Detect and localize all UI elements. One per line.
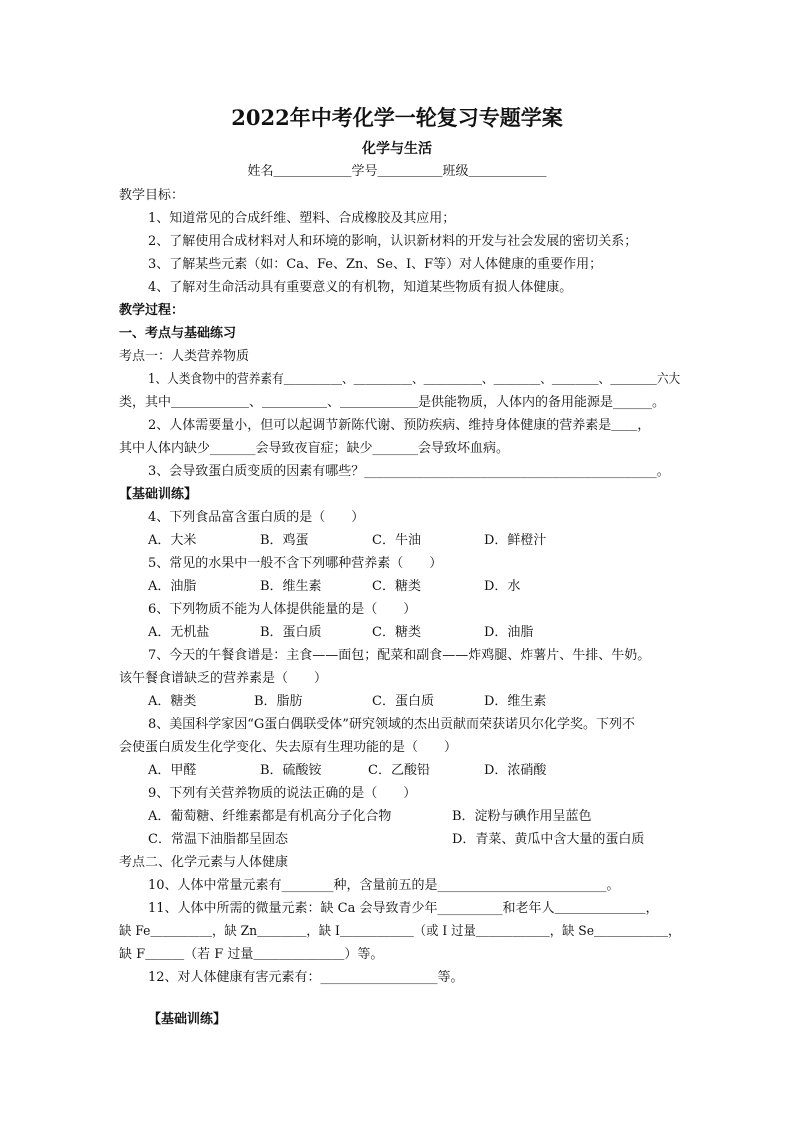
objective-item: 1、知道常见的合成纤维、塑料、合成橡胶及其应用； (148, 211, 456, 226)
objective-item: 4、了解对生命活动具有重要意义的有机物，知道某些物质有损人体健康。 (148, 280, 573, 295)
training-heading: 【基础训练】 (148, 1012, 227, 1027)
option-a: A．大米 (148, 533, 197, 548)
option-d: D．浓硝酸 (484, 763, 547, 778)
question-line: 10、人体中常量元素有________种，含量前五的是__________________________。 (148, 878, 620, 893)
question-stem: 6、下列物质不能为人体提供能量的是（ ） (148, 602, 417, 617)
objective-item: 2、了解使用合成材料对人和环境的影响，认识新材料的开发与社会发展的密切关系； (148, 234, 638, 249)
document-title: 2022年中考化学一轮复习专题学案 (231, 105, 563, 130)
question-line: 1、人类食物中的营养素有＿＿＿＿＿、＿＿＿＿＿、＿＿＿＿＿、＿＿＿＿、＿＿＿＿、＿＿＿＿六大 (148, 372, 681, 387)
student-info-line: 姓名＿＿＿＿＿＿学号＿＿＿＿＿班级＿＿＿＿＿＿ (247, 164, 547, 179)
kaodian-heading: 考点二、化学元素与人体健康 (119, 855, 289, 870)
document-subtitle: 化学与生活 (362, 141, 432, 157)
option-a: A．油脂 (148, 579, 197, 594)
objectives-heading: 教学目标： (119, 188, 185, 203)
section-heading: 一、考点与基础练习 (119, 326, 237, 341)
question-line: 类，其中＿＿＿＿＿＿、＿＿＿＿＿、＿＿＿＿＿＿是供能物质，人体内的备用能源是______。 (119, 395, 666, 410)
option-c: C．乙酸铅 (368, 763, 430, 778)
question-line: 3、会导致蛋白质变质的因素有哪些？_____________________________________________。 (148, 464, 670, 479)
option-a: A．无机盐 (148, 625, 210, 640)
option-d: D．青菜、黄瓜中含大量的蛋白质 (452, 832, 645, 847)
option-c: C．糖类 (372, 625, 421, 640)
option-d: D．水 (484, 579, 521, 594)
option-d: D．鲜橙汁 (484, 533, 547, 548)
option-b: B．维生素 (260, 579, 322, 594)
option-b: B．硫酸铵 (260, 763, 322, 778)
option-d: D．维生素 (484, 694, 547, 709)
option-b: B．淀粉与碘作用呈蓝色 (452, 809, 592, 824)
question-line: 缺 Fe＿＿＿＿＿，缺 Zn＿＿＿＿，缺 I＿＿＿＿＿＿（或 I 过量＿＿＿＿＿＿，缺 Se＿＿＿＿＿＿， (119, 924, 681, 939)
option-a: A．甲醛 (148, 763, 197, 778)
question-line: 该午餐食谱缺乏的营养素是（ ） (119, 671, 328, 686)
option-c: C．常温下油脂都呈固态 (148, 832, 288, 847)
option-c: C．牛油 (372, 533, 421, 548)
training-heading: 【基础训练】 (119, 487, 198, 502)
option-c: C．蛋白质 (372, 694, 434, 709)
question-line: 缺 F＿＿＿（若 F 过量＿＿＿＿＿＿＿）等。 (119, 947, 384, 962)
option-a: A．糖类 (148, 694, 197, 709)
option-b: B．脂肪 (254, 694, 303, 709)
option-d: D．油脂 (484, 625, 534, 640)
option-a: A．葡萄糖、纤维素都是有机高分子化合物 (148, 809, 392, 824)
question-line: 2、人体需要量小，但可以起调节新陈代谢、预防疾病、维持身体健康的营养素是＿＿， (148, 418, 651, 433)
question-stem: 4、下列食品富含蛋白质的是（ ） (148, 510, 365, 525)
option-b: B．鸡蛋 (260, 533, 309, 548)
question-line: 会使蛋白质发生化学变化、失去原有生理功能的是（ ） (119, 740, 458, 755)
question-line: 7、今天的午餐食谱是：主食——面包；配菜和副食——炸鸡腿、炸薯片、牛排、牛奶。 (148, 648, 651, 663)
question-stem: 5、常见的水果中一般不含下列哪种营养素（ ） (148, 556, 443, 571)
option-b: B．蛋白质 (260, 625, 322, 640)
question-line: 8、美国科学家因“G蛋白偶联受体”研究领域的杰出贡献而荣获诺贝尔化学奖。下列不 (148, 717, 635, 732)
question-line: 其中人体内缺少_______会导致夜盲症；缺少_______会导致坏血病。 (119, 441, 510, 456)
kaodian-heading: 考点一：人类营养物质 (119, 349, 250, 364)
objective-item: 3、了解某些元素（如：Ca、Fe、Zn、Se、I、F等）对人体健康的重要作用； (148, 257, 603, 272)
process-heading: 教学过程： (119, 303, 185, 318)
question-line: 12、对人体健康有害元素有：__________________等。 (148, 970, 464, 985)
question-stem: 9、下列有关营养物质的说法正确的是（ ） (148, 786, 417, 801)
option-c: C．糖类 (372, 579, 421, 594)
question-line: 11、人体中所需的微量元素：缺 Ca 会导致青少年__________和老年人＿＿＿＿＿＿＿， (148, 901, 659, 916)
